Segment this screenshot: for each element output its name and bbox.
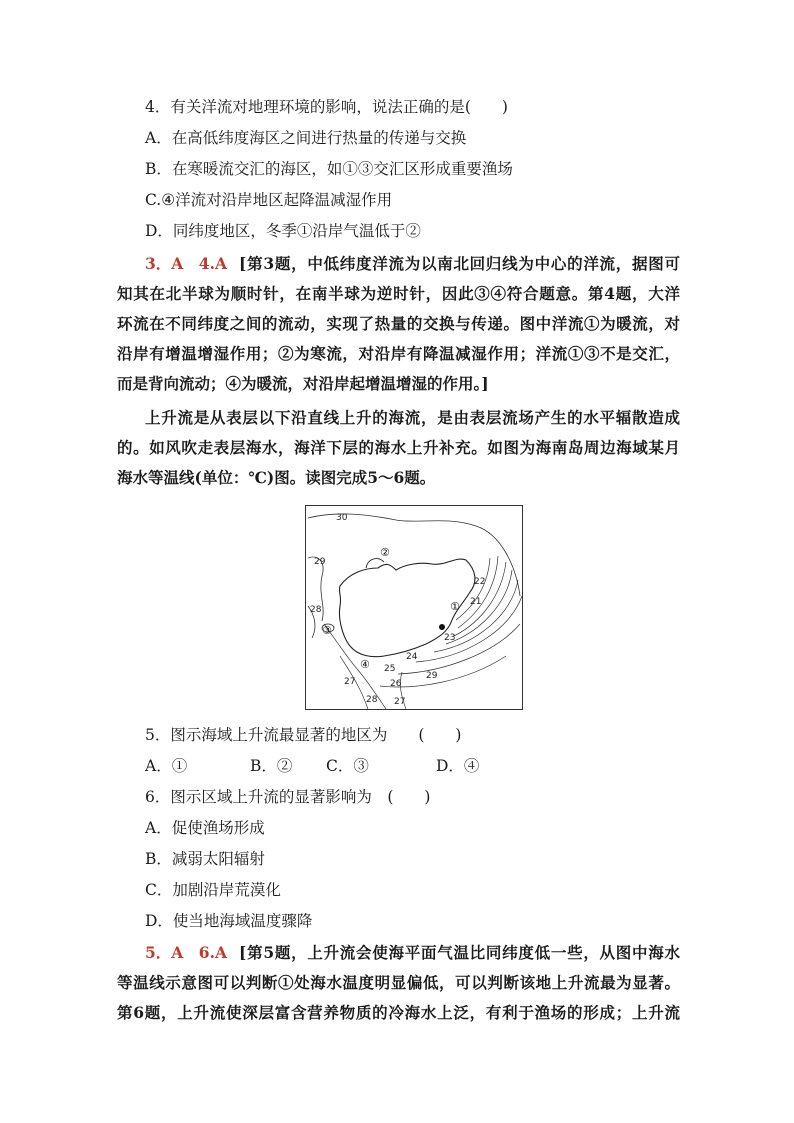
q5-option-d: D．④ [436, 757, 480, 775]
q4-option-c: C.④洋流对沿岸地区起降温减湿作用 [145, 191, 393, 209]
q6-stem: 6．图示区域上升流的显著影响为 ( ) [145, 788, 431, 806]
answer-3-4-line-5: 而是背向流动；④为暖流，对沿岸起增温增湿的作用。] [117, 374, 489, 393]
point-3-label: ③ [322, 624, 332, 637]
q6-option-a: A．促使渔场形成 [145, 819, 265, 837]
q4-stem: 4．有关洋流对地理环境的影响，说法正确的是( ) [145, 98, 508, 116]
answer-5-6-line-1: [第5题，上升流会使海平面气温比同纬度低一些，从图中海水 [239, 943, 680, 962]
intro-line-2: 的。如风吹走表层海水，海洋下层的海水上升补充。如图为海南岛周边海域某月 [117, 438, 680, 457]
isotherm-label-22: 22 [474, 577, 486, 587]
isotherm-label-24: 24 [406, 652, 418, 662]
q4-option-d: D．同纬度地区，冬季①沿岸气温低于② [145, 222, 421, 240]
isotherm-map [305, 505, 523, 710]
q6-option-d: D．使当地海域温度骤降 [145, 912, 313, 930]
isotherm-label-26: 26 [390, 679, 402, 689]
point-1-label: ① [450, 600, 460, 613]
q6-option-c: C．加剧沿岸荒漠化 [145, 881, 281, 899]
isotherm-label-27: 27 [344, 677, 356, 687]
point-4-label: ④ [360, 658, 370, 671]
intro-line-1: 上升流是从表层以下沿直线上升的海流，是由表层流场产生的水平辐散造成 [145, 408, 680, 427]
answer-5-6-label: 5．A 6.A [145, 943, 228, 962]
answer-3-4-line-2: 知其在北半球为顺时针，在南半球为逆时针，因此③④符合题意。第4题，大洋 [117, 284, 680, 303]
q4-option-a: A．在高低纬度海区之间进行热量的传递与交换 [145, 129, 467, 147]
isotherm-label-30: 30 [336, 513, 348, 523]
answer-3-4-line-3: 环流在不同纬度之间的流动，实现了热量的交换与传递。图中洋流①为暖流，对 [117, 314, 680, 333]
q4-option-b: B．在寒暖流交汇的海区，如①③交汇区形成重要渔场 [145, 160, 513, 178]
isotherm-label-28-west: 28 [310, 605, 322, 615]
answer-5-6-line-3: 第6题，上升流使深层富含营养物质的冷海水上泛，有利于渔场的形成；上升流 [117, 1003, 680, 1022]
answer-3-4-label: 3．A 4.A [145, 254, 228, 273]
isotherm-label-21: 21 [470, 597, 482, 607]
isotherm-label-28-south: 28 [366, 695, 378, 705]
q5-option-c: C．③ [326, 757, 369, 775]
isotherm-label-25: 25 [384, 664, 396, 674]
q5-option-b: B．② [250, 757, 293, 775]
isotherm-label-29-west: 29 [314, 557, 326, 567]
isotherm-label-27-south: 27 [394, 697, 406, 707]
q5-option-a: A．① [145, 757, 188, 775]
answer-3-4-line-4: 沿岸有增温增湿作用；②为寒流，对沿岸有降温减湿作用；洋流①③不是交汇， [117, 344, 680, 363]
isotherm-label-29-south: 29 [426, 671, 438, 681]
isotherm-label-23: 23 [444, 633, 456, 643]
answer-5-6-line-2: 等温线示意图可以判断①处海水温度明显偏低，可以判断该地上升流最为显著。 [117, 973, 680, 992]
isotherm-map-svg [306, 506, 524, 711]
q5-stem: 5．图示海域上升流最显著的地区为 ( ) [145, 726, 462, 744]
point-2-label: ② [380, 546, 390, 559]
answer-3-4-line-1: [第3题，中低纬度洋流为以南北回归线为中心的洋流，据图可 [239, 254, 680, 273]
q6-option-b: B．减弱太阳辐射 [145, 850, 265, 868]
intro-line-3: 海水等温线(单位：℃)图。读图完成5～6题。 [117, 468, 436, 487]
